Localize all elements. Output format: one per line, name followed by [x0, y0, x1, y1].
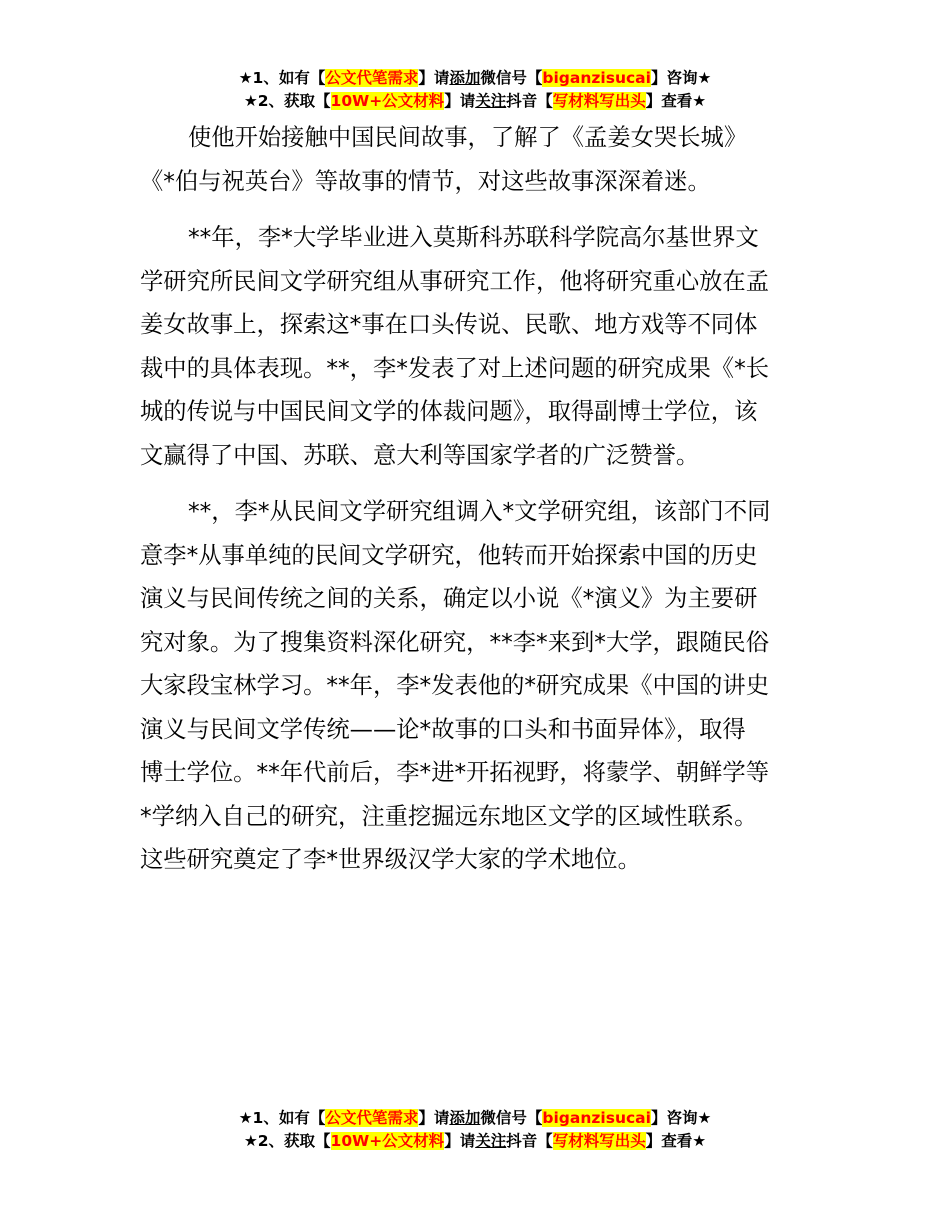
banner-douyin-id: 写材料写出头: [552, 1132, 646, 1150]
text-line: 《*伯与祝英台》等故事的情节，对这些故事深深着迷。: [140, 167, 711, 195]
paragraph-2: [140, 216, 812, 477]
text-line: 这些研究奠定了李*世界级汉学大家的学术地位。: [140, 846, 641, 873]
star-icon: ★: [697, 1109, 712, 1127]
banner-text: 】请: [444, 1132, 476, 1150]
text-line: 究对象。为了搜集资料深化研究，**李*来到*大学，跟随民俗: [140, 628, 770, 656]
banner-text: 微信号【: [480, 1109, 543, 1127]
text-line: *学纳入自己的研究，注重挖掘远东地区文学的区域性联系。: [140, 802, 758, 830]
text-line: 姜女故事上，探索这*事在口头传说、民歌、地方戏等不同体: [140, 311, 758, 338]
star-icon: ★: [238, 1109, 253, 1127]
banner-text: 抖音【: [506, 1132, 553, 1150]
star-icon: ★: [697, 69, 712, 87]
text-line: 演义与民间文学传统——论*故事的口头和书面异体》，取得: [140, 715, 746, 743]
text-line: 使他开始接触中国民间故事，了解了《孟姜女哭长城》: [188, 124, 748, 151]
banner-text: 】请: [418, 1109, 450, 1127]
star-icon: ★: [692, 92, 707, 110]
banner-text: 】咨询: [650, 69, 698, 87]
banner-text: 2、获取【: [257, 1132, 331, 1150]
banner-underlined-text: 关注: [475, 92, 507, 110]
text-line: 城的传说与中国民间文学的体裁问题》，取得副博士学位，该: [140, 398, 758, 425]
banner-text: 】请: [444, 92, 476, 110]
banner-text: 】咨询: [650, 1109, 698, 1127]
star-icon: ★: [243, 1132, 258, 1150]
text-line: 大家段宝林学习。**年，李*发表他的*研究成果《中国的讲史: [140, 672, 770, 699]
banner-line-1: [0, 1107, 950, 1130]
banner-text: 】查看: [645, 92, 693, 110]
banner-highlight: 公文代笔需求: [325, 1109, 419, 1127]
paragraph-3: [140, 490, 812, 882]
banner-text: 】请: [418, 69, 450, 87]
text-line: 演义与民间传统之间的关系，确定以小说《*演义》为主要研: [140, 585, 758, 612]
banner-text: 1、如有【: [252, 1109, 326, 1127]
banner-text: 抖音【: [506, 92, 553, 110]
banner-text: 2、获取【: [257, 92, 331, 110]
top-banner: [0, 67, 950, 113]
text-line: 意李*从事单纯的民间文学研究，他转而开始探索中国的历史: [140, 541, 758, 569]
banner-wechat-id: biganzisucai: [542, 69, 651, 87]
document-body: [140, 116, 812, 895]
text-line: 学研究所民间文学研究组从事研究工作，他将研究重心放在孟: [140, 267, 770, 295]
text-line: 文赢得了中国、苏联、意大利等国家学者的广泛赞誉。: [140, 441, 700, 469]
banner-text: 微信号【: [480, 69, 543, 87]
banner-underlined-text: 关注: [475, 1132, 507, 1150]
star-icon: ★: [692, 1132, 707, 1150]
banner-wechat-id: biganzisucai: [542, 1109, 651, 1127]
banner-text: 1、如有【: [252, 69, 326, 87]
banner-highlight: 10W+公文材料: [330, 92, 445, 110]
text-line: 裁中的具体表现。**，李*发表了对上述问题的研究成果《*长: [140, 354, 770, 382]
text-line: 博士学位。**年代前后，李*进*开拓视野，将蒙学、朝鲜学等: [140, 759, 770, 786]
star-icon: ★: [238, 69, 253, 87]
banner-line-2: [0, 90, 950, 113]
text-line: **年，李*大学毕业进入莫斯科苏联科学院高尔基世界文: [188, 224, 759, 251]
star-icon: ★: [243, 92, 258, 110]
banner-line-2: [0, 1130, 950, 1153]
banner-douyin-id: 写材料写出头: [552, 92, 646, 110]
banner-line-1: [0, 67, 950, 90]
banner-underlined-text: 添加: [449, 1109, 481, 1127]
banner-text: 】查看: [645, 1132, 693, 1150]
text-line: **，李*从民间文学研究组调入*文学研究组，该部门不同: [188, 498, 771, 525]
banner-underlined-text: 添加: [449, 69, 481, 87]
paragraph-1: [140, 116, 812, 203]
banner-highlight: 公文代笔需求: [325, 69, 419, 87]
banner-highlight: 10W+公文材料: [330, 1132, 445, 1150]
bottom-banner: [0, 1107, 950, 1153]
